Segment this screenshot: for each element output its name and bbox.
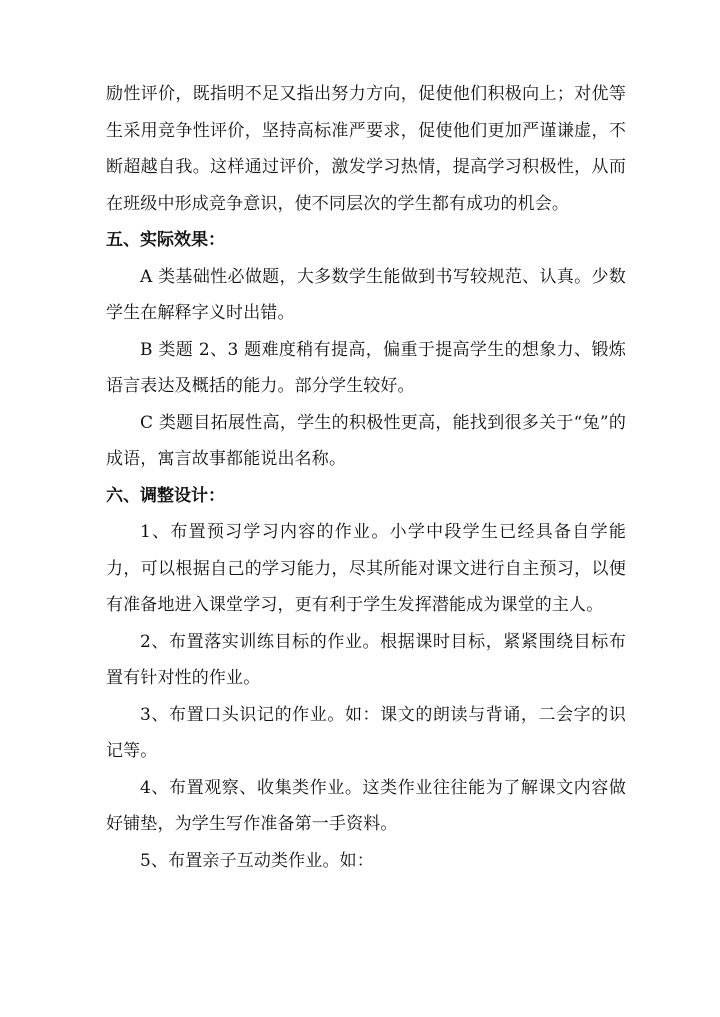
adjustment-item-1: 1、布置预习学习内容的作业。小学中段学生已经具备自学能力，可以根据自己的学习能力，尽其所能对课文进行自主预习，以便有准备地进入课堂学习，更有利于学生发挥潜能成为课堂的主人。	[106, 522, 626, 615]
adjustment-item-4: 4、布置观察、收集类作业。这类作业往往能为了解课文内容做好铺垫，为学生写作准备第一手资料。	[106, 777, 626, 834]
section-heading-adjustment: 六、调整设计：	[106, 485, 225, 506]
adjustment-item-5: 5、布置亲子互动类作业。如：	[140, 850, 374, 871]
results-paragraph-b: B 类题 2、3 题难度稍有提高，偏重于提高学生的想象力、锻炼语言表达及概括的能力。部分学生较好。	[106, 339, 626, 396]
adjustment-item-3: 3、布置口头识记的作业。如：课文的朗读与背诵，二会字的识记等。	[106, 704, 626, 761]
section-heading-results: 五、实际效果：	[106, 230, 225, 250]
results-paragraph-a: A 类基础性必做题，大多数学生能做到书写较规范、认真。少数学生在解释字义时出错。	[106, 266, 626, 323]
intro-paragraph: 励性评价，既指明不足又指出努力方向，促使他们积极向上；对优等生采用竞争性评价，坚持高标准严要求，促使他们更加严谨谦虚，不断超越自我。这样通过评价，激发学习热情，提高学习积极性，从而在班级中形成竞争意识，使不同层次的学生都有成功的机会。	[106, 84, 626, 214]
results-paragraph-c: C 类题目拓展性高，学生的积极性更高，能找到很多关于“兔”的成语，寓言故事都能说出名称。	[106, 412, 626, 469]
adjustment-item-2: 2、布置落实训练目标的作业。根据课时目标，紧紧围绕目标布置有针对性的作业。	[106, 631, 626, 688]
document-body	[106, 76, 626, 879]
